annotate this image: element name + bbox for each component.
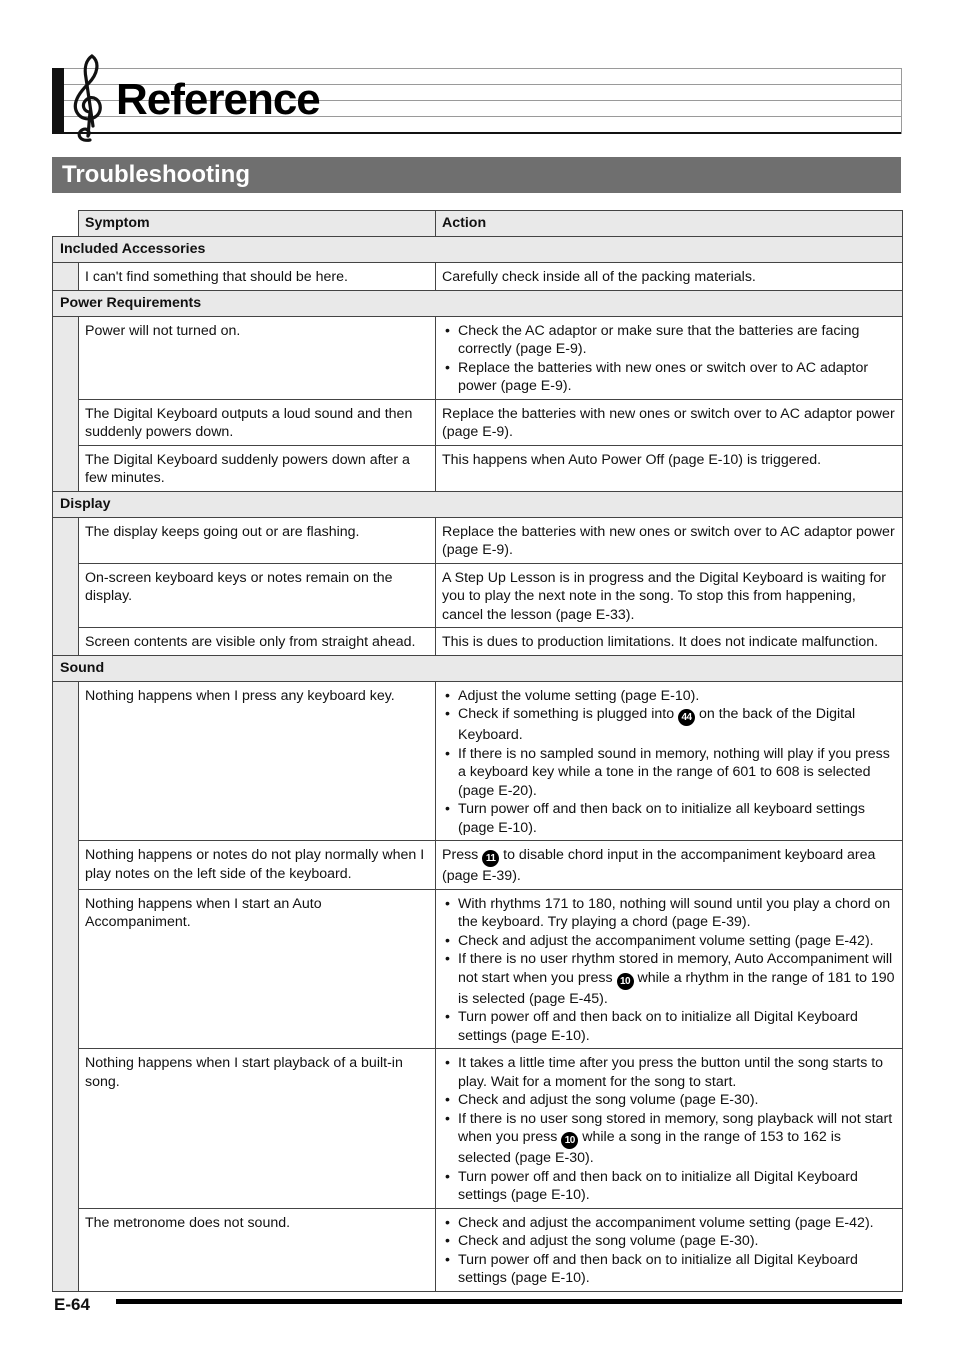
action-item: • Check and adjust the song volume (page E-30). bbox=[458, 1091, 896, 1110]
section-title: Troubleshooting bbox=[52, 157, 901, 193]
action-item: • Turn power off and then back on to initialize all keyboard settings (page E-10). bbox=[458, 800, 896, 837]
symptom-cell: The Digital Keyboard suddenly powers down after a few minutes. bbox=[79, 445, 436, 491]
action-text: A Step Up Lesson is in progress and the Digital Keyboard is waiting for you to play the next note in the song. To stop this from happening, cancel the lesson (page E-33). bbox=[442, 569, 886, 623]
symptom-cell: Nothing happens when I start an Auto Accompaniment. bbox=[79, 889, 436, 1049]
table-row bbox=[53, 1049, 903, 1209]
action-text: Replace the batteries with new ones or switch over to AC adaptor power (page E-9). bbox=[442, 523, 895, 558]
action-text: Replace the batteries with new ones or switch over to AC adaptor power (page E-9). bbox=[442, 405, 895, 440]
action-item: • If there is no user rhythm stored in memory, Auto Accompaniment will not start when you press 10 while a rhythm in the range of 181 to 190 is selected (page E-45). bbox=[458, 950, 896, 1008]
table-gutter bbox=[53, 1049, 79, 1209]
button-number-icon: 10 bbox=[561, 1132, 578, 1149]
page-title: Reference bbox=[116, 75, 320, 124]
action-item: • It takes a little time after you press the button until the song starts to play. Wait for a moment for the song to start. bbox=[458, 1054, 896, 1091]
button-number-icon: 10 bbox=[617, 973, 634, 990]
action-list bbox=[442, 1214, 896, 1288]
button-number-icon: 44 bbox=[678, 709, 695, 726]
action-item: • Check if something is plugged into 44 on the back of the Digital Keyboard. bbox=[458, 705, 896, 745]
table-row bbox=[53, 399, 903, 445]
category-row bbox=[53, 491, 903, 517]
action-item: • Turn power off and then back on to initialize all Digital Keyboard settings (page E-10). bbox=[458, 1168, 896, 1205]
action-list bbox=[442, 687, 896, 838]
table-gutter bbox=[53, 316, 79, 399]
footer-rule bbox=[116, 1299, 902, 1304]
troubleshooting-table bbox=[52, 210, 903, 1292]
action-item: • Check and adjust the accompaniment volume setting (page E-42). bbox=[458, 1214, 896, 1233]
symptom-cell: Power will not turned on. bbox=[79, 316, 436, 399]
table-gutter bbox=[53, 1208, 79, 1291]
action-item: • Check and adjust the song volume (page E-30). bbox=[458, 1232, 896, 1251]
category-row bbox=[53, 655, 903, 681]
action-item: • Adjust the volume setting (page E-10). bbox=[458, 687, 896, 706]
symptom-cell: Nothing happens or notes do not play normally when I play notes on the left side of the keyboard. bbox=[79, 841, 436, 890]
table-row bbox=[53, 841, 903, 890]
table-gutter bbox=[53, 517, 79, 563]
action-cell bbox=[436, 841, 903, 890]
table-row bbox=[53, 263, 903, 291]
action-item: • Check and adjust the accompaniment volume setting (page E-42). bbox=[458, 932, 896, 951]
table-row bbox=[53, 563, 903, 628]
table-gutter bbox=[53, 681, 79, 841]
treble-clef-icon bbox=[66, 52, 110, 144]
action-text: Press 11 to disable chord input in the accompaniment keyboard area (page E-39). bbox=[442, 847, 876, 884]
action-cell bbox=[436, 399, 903, 445]
table-row bbox=[53, 1208, 903, 1291]
action-cell bbox=[436, 263, 903, 291]
table-gutter bbox=[53, 445, 79, 491]
action-text: This happens when Auto Power Off (page E-10) is triggered. bbox=[442, 451, 822, 468]
page-number: E-64 bbox=[54, 1295, 90, 1314]
table-header-row bbox=[53, 211, 903, 237]
table-gutter bbox=[53, 263, 79, 291]
symptom-cell: On-screen keyboard keys or notes remain on the display. bbox=[79, 563, 436, 628]
table-gutter bbox=[53, 211, 79, 237]
table-row bbox=[53, 889, 903, 1049]
action-cell bbox=[436, 1208, 903, 1291]
category-heading: Sound bbox=[53, 655, 903, 681]
action-list bbox=[442, 1054, 896, 1205]
symptom-cell: Nothing happens when I press any keyboard key. bbox=[79, 681, 436, 841]
action-item: • Turn power off and then back on to initialize all Digital Keyboard settings (page E-10). bbox=[458, 1251, 896, 1288]
action-cell bbox=[436, 681, 903, 841]
symptom-cell: Nothing happens when I start playback of a built-in song. bbox=[79, 1049, 436, 1209]
table-gutter bbox=[53, 889, 79, 1049]
action-item: • Turn power off and then back on to initialize all Digital Keyboard settings (page E-10). bbox=[458, 1008, 896, 1045]
action-text: This is dues to production limitations. It does not indicate malfunction. bbox=[442, 634, 879, 650]
action-text: Carefully check inside all of the packing materials. bbox=[442, 269, 756, 285]
category-heading: Power Requirements bbox=[53, 290, 903, 316]
action-cell bbox=[436, 889, 903, 1049]
action-cell bbox=[436, 517, 903, 563]
table-gutter bbox=[53, 628, 79, 656]
symptom-cell: The Digital Keyboard outputs a loud sound and then suddenly powers down. bbox=[79, 399, 436, 445]
action-cell bbox=[436, 1049, 903, 1209]
action-cell bbox=[436, 628, 903, 656]
symptom-cell: The display keeps going out or are flashing. bbox=[79, 517, 436, 563]
action-item: • Check the AC adaptor or make sure that the batteries are facing correctly (page E-9). bbox=[458, 322, 896, 359]
symptom-cell: I can't find something that should be here. bbox=[79, 263, 436, 291]
table-row bbox=[53, 628, 903, 656]
action-item: • If there is no sampled sound in memory, nothing will play if you press a keyboard key while a tone in the range of 601 to 608 is selected (page E-20). bbox=[458, 745, 896, 801]
symptom-cell: Screen contents are visible only from straight ahead. bbox=[79, 628, 436, 656]
table-row bbox=[53, 517, 903, 563]
category-row bbox=[53, 290, 903, 316]
table-row bbox=[53, 445, 903, 491]
table-row bbox=[53, 681, 903, 841]
action-header: Action bbox=[436, 211, 903, 237]
category-heading: Included Accessories bbox=[53, 237, 903, 263]
symptom-cell: The metronome does not sound. bbox=[79, 1208, 436, 1291]
action-list bbox=[442, 322, 896, 396]
symptom-header: Symptom bbox=[79, 211, 436, 237]
category-heading: Display bbox=[53, 491, 903, 517]
action-cell bbox=[436, 316, 903, 399]
table-gutter bbox=[53, 563, 79, 628]
action-item: • Replace the batteries with new ones or switch over to AC adaptor power (page E-9). bbox=[458, 359, 896, 396]
table-gutter bbox=[53, 399, 79, 445]
action-cell bbox=[436, 445, 903, 491]
action-cell bbox=[436, 563, 903, 628]
action-item: • If there is no user song stored in memory, song playback will not start when you press 10 while a song in the range of 153 to 162 is selected (page E-30). bbox=[458, 1110, 896, 1168]
action-item: • With rhythms 171 to 180, nothing will sound until you play a chord on the keyboard. Try playing a chord (page E-39). bbox=[458, 895, 896, 932]
action-list bbox=[442, 895, 896, 1046]
category-row bbox=[53, 237, 903, 263]
table-row bbox=[53, 316, 903, 399]
table-gutter bbox=[53, 841, 79, 890]
button-number-icon: 11 bbox=[482, 850, 499, 867]
